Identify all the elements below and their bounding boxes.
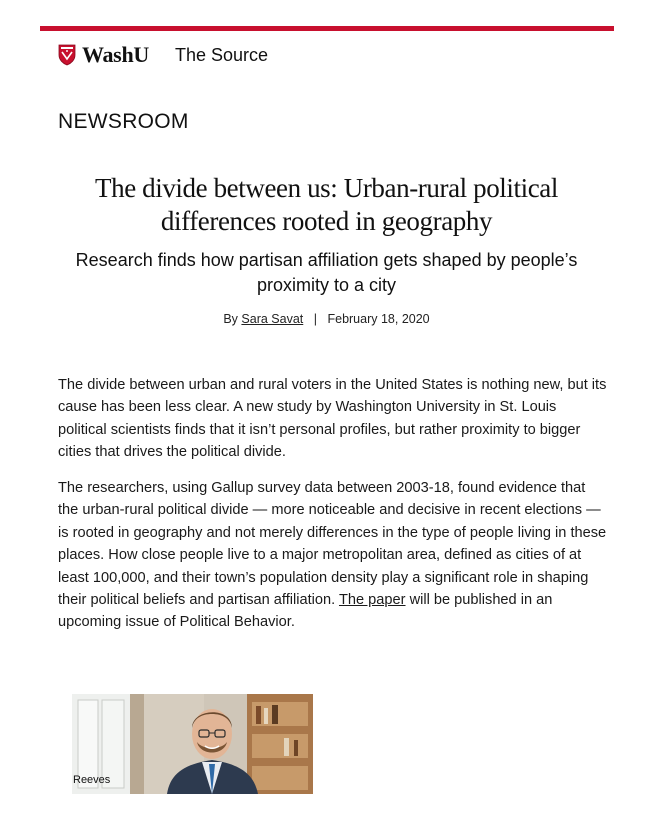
the-source-link[interactable]: The Source — [174, 44, 269, 65]
paragraph-2-main: The researchers, using Gallup survey data between 2003-18, found evidence that the urban-rural political divide — more noticeable and decisive in recent elections — is rooted in geography and not merely differences in the type of people living in these places. How close people live to a major metropolitan area, defined as cities of at least 100,000, and their town’s population density play a significant role in shaping their political beliefs and partisan affiliation. — [58, 480, 607, 609]
section-label[interactable]: NEWSROOM — [58, 110, 189, 133]
washu-logo-link[interactable] — [58, 42, 149, 68]
paper-link[interactable]: The paper — [338, 592, 406, 609]
article-headline: The divide between us: Urban-rural political differences rooted in geography — [95, 173, 558, 236]
article-subhead: Research finds how partisan affiliation gets shaped by people’s proximity to a city — [75, 250, 578, 295]
paragraph-2 — [58, 477, 608, 634]
byline — [60, 312, 593, 326]
paragraph-2-tail: will be published in an upcoming issue of Political Behavior. — [58, 592, 553, 631]
washu-shield-icon — [58, 44, 76, 66]
byline-prefix: By — [223, 312, 238, 326]
site-header — [58, 42, 268, 68]
byline-separator: | — [313, 312, 317, 326]
top-accent-bar — [40, 26, 614, 31]
publish-date: February 18, 2020 — [327, 312, 430, 326]
photo-caption: Reeves — [73, 774, 111, 786]
washu-logo-text: WashU — [82, 42, 149, 67]
paragraph-1: The divide between urban and rural voters in the United States is nothing new, but its cause has been less clear. A new study by Washington University in St. Louis political scientists finds that it isn’t personal profiles, but rather proximity to bigger cities that drives the political divide. — [58, 377, 607, 461]
author-link[interactable]: Sara Savat — [241, 312, 304, 326]
